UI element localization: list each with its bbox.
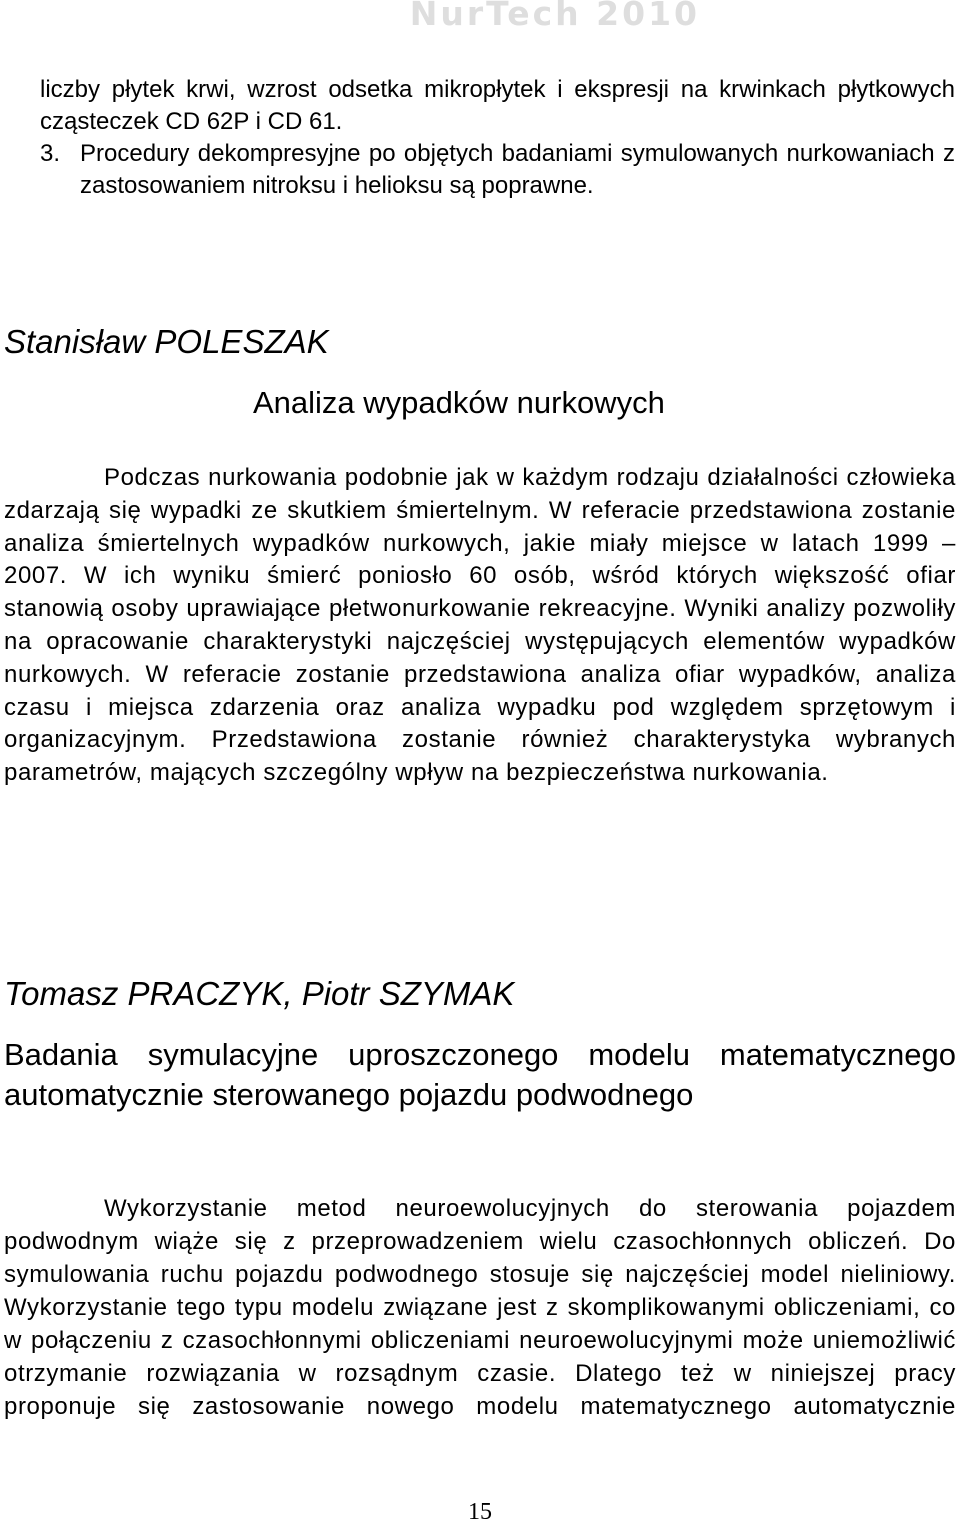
list-item-3 (40, 138, 955, 202)
section2-title: Badania symulacyjne uproszczonego modelu matematycznego automatycznie sterowanego pojazdu podwodnego (4, 1037, 956, 1112)
section1-title: Analiza wypadków nurkowych (253, 385, 665, 420)
list-item-number: 3. (40, 140, 61, 167)
conference-header: NurTech 2010 (409, 0, 700, 33)
section1-author: Stanisław POLESZAK (4, 323, 329, 360)
continued-paragraph: liczby płytek krwi, wzrost odsetka mikropłytek i ekspresji na krwinkach płytkowych cząsteczek CD 62P i CD 61. (40, 76, 955, 135)
section2-abstract: Wykorzystanie metod neuroewolucyjnych do sterowania pojazdem podwodnym wiąże się z przeprowadzeniem wielu czasochłonnych obliczeń. Do symulowania ruchu pojazdu podwodnego stosuje się najczęściej model nieliniowy. Wykorzystanie tego typu modelu związane jest z skomplikowanymi obliczeniami, co w połączeniu z czasochłonnymi obliczeniami neuroewolucyjnymi może uniemożliwić otrzymanie rozwiązania w rozsądnym czasie. Dlatego też w niniejszej pracy proponuje się zastosowanie nowego modelu matematycznego automatycznie (4, 1195, 956, 1420)
page-number: 15 (468, 1499, 492, 1525)
intro-continuation (40, 74, 955, 202)
section2-author: Tomasz PRACZYK, Piotr SZYMAK (4, 975, 515, 1012)
list-item-text: Procedury dekompresyjne po objętych badaniami symulowanych nurkowaniach z zastosowaniem nitroksu i helioksu są poprawne. (80, 140, 955, 199)
section1-abstract: Podczas nurkowania podobnie jak w każdym rodzaju działalności człowieka zdarzają się wypadki ze skutkiem śmiertelnym. W referacie przedstawiona zostanie analiza śmiertelnych wypadków nurkowych, jakie miały miejsce w latach 1999 – 2007. W ich wyniku śmierć poniosło 60 osób, wśród których większość ofiar stanowią osoby uprawiające płetwonurkowanie rekreacyjne. Wyniki analizy pozwoliły na opracowanie charakterystyki najczęściej występujących elementów wypadków nurkowych. W referacie zostanie przedstawiona analiza ofiar wypadków, analiza czasu i miejsca zdarzenia oraz analiza wypadku pod względem sprzętowym i organizacyjnym. Przedstawiona zostanie również charakterystyka wybranych parametrów, mających szczególny wpływ na bezpieczeństwa nurkowania. (4, 464, 956, 787)
